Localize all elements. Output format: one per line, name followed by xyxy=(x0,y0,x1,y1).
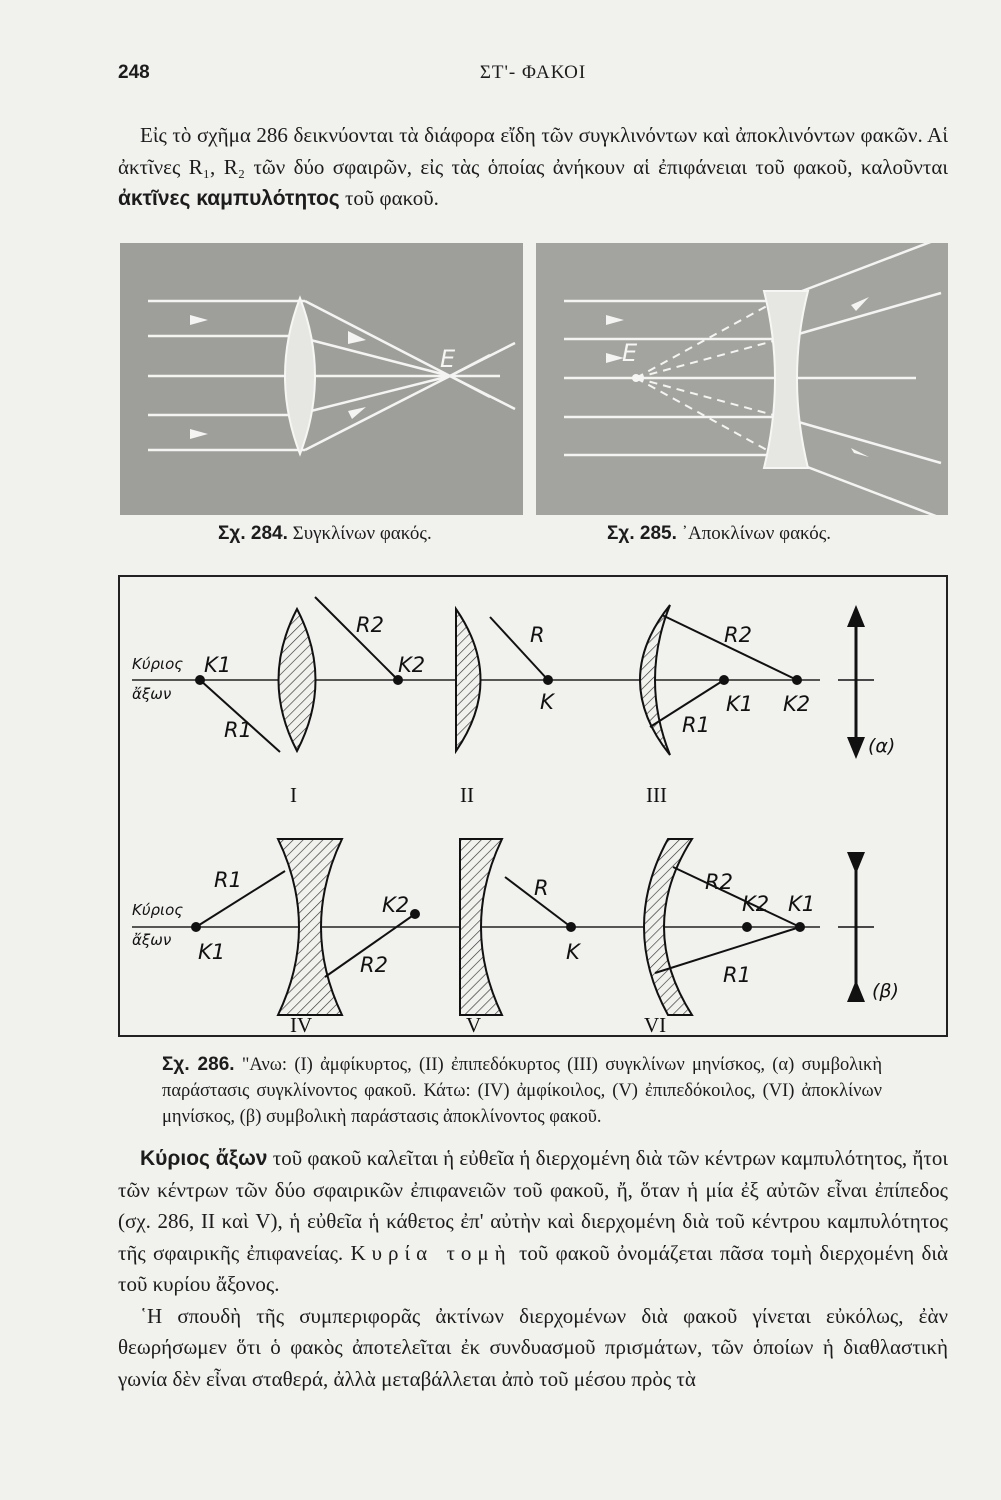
lens-iv-k1-label: K1 xyxy=(198,940,226,964)
chapter-title: ΣΤ'- ΦΑΚΟΙ xyxy=(479,62,587,83)
lens-ii-k-label: K xyxy=(540,690,554,714)
intro-term: ἀκτῖνες καμπυλότητος xyxy=(118,187,340,210)
lower-axis-label-1: Κύριος xyxy=(132,901,184,919)
lens-vi-r2-label: R2 xyxy=(705,870,733,894)
lens-vi-k1-label: K1 xyxy=(788,892,816,916)
alpha-label: (α) xyxy=(868,735,896,757)
page-number: 248 xyxy=(118,62,150,83)
lens-biconvex xyxy=(195,597,425,807)
diverging-lens-image xyxy=(536,243,948,515)
lens-v-k-label: K xyxy=(566,940,580,964)
lens-iii-roman-label: III xyxy=(646,783,667,807)
lens-vi-k2-label: K2 xyxy=(742,892,770,916)
figure-286-number: Σχ. 286. xyxy=(162,1054,235,1075)
figure-285-caption xyxy=(607,523,831,545)
figure-285-focus-label: E xyxy=(622,339,638,367)
beta-label: (β) xyxy=(872,980,899,1002)
figure-284-caption-text: Συγκλίνων φακός. xyxy=(292,523,432,544)
lens-i-roman-label: I xyxy=(290,783,297,807)
lens-iii-k1-label: K1 xyxy=(726,692,754,716)
lens-i-r2-label: R2 xyxy=(356,613,384,637)
lens-iii-r1-label: R1 xyxy=(682,713,710,737)
intro-paragraph xyxy=(118,120,948,215)
lens-planoconcave xyxy=(460,839,582,1035)
upper-axis-label-2: ἄξων xyxy=(132,685,172,703)
figure-286-caption-text: "Ανω: (I) ἀμφίκυρτος, (II) ἐπιπεδόκυρτος (III) συγκλίνων μηνίσκος, (α) συμβολικὴ παράστασις συγκλίνοντος φακοῦ. Κάτω: (IV) ἀμφίκοιλος, (V) ἐπιπεδόκοιλος, (VI) ἀποκλίνων μηνίσκος, (β) συμβολικὴ παράστασις ἀποκλίνοντος φακοῦ. xyxy=(162,1055,883,1127)
upper-axis-label-1: Κύριος xyxy=(132,655,184,673)
term-principal-section: Κυρία τομὴ xyxy=(350,1240,512,1265)
lens-ii-roman-label: II xyxy=(460,783,474,807)
figure-286-caption xyxy=(162,1052,882,1130)
lens-iv-r2-label: R2 xyxy=(360,953,388,977)
lens-iii-r2-label: R2 xyxy=(724,623,752,647)
lens-iv-k2-label: K2 xyxy=(382,893,410,917)
figure-285-caption-text: ᾿Αποκλίνων φακός. xyxy=(681,523,831,544)
converging-lens-image xyxy=(120,243,523,515)
body-paragraph-2: ῾Η σπουδὴ τῆς συμπεριφορᾶς ἀκτίνων διερχομένων διὰ φακοῦ γίνεται εὐκόλως, ἐὰν θεωρήσωμεν ὅτι ὁ φακὸς ἀποτελεῖται ἐκ συνδυασμοῦ πρισμάτων, τῶν ὁποίων ἡ διαθλαστικὴ γωνία δὲν εἶναι σταθερά, ἀλλὰ μεταβάλλεται ἀπὸ τοῦ μέσου πρὸς τὰ xyxy=(118,1303,948,1391)
body-text-2: τοῦ φακοῦ ὀνομάζεται πᾶσα τομὴ διερχομένη διὰ τοῦ κυρίου ἄξονος. xyxy=(118,1240,949,1296)
lens-i-k1-label: K1 xyxy=(204,653,232,677)
lens-i-r1-label: R1 xyxy=(224,718,252,742)
lens-types-diagram xyxy=(120,577,946,1035)
lens-v-r-label: R xyxy=(534,876,549,900)
lens-vi-r1-label: R1 xyxy=(723,963,751,987)
lens-planoconvex xyxy=(456,609,556,807)
lens-i-k2-label: K2 xyxy=(398,653,426,677)
figure-284-caption xyxy=(218,523,432,545)
symbol-diverging-lens xyxy=(838,852,899,1002)
lens-v-roman-label: V xyxy=(466,1013,482,1035)
symbol-converging-lens xyxy=(838,605,895,759)
figure-284-focus-label: E xyxy=(440,345,456,373)
body-text xyxy=(118,1143,948,1395)
lower-axis-label-2: ἄξων xyxy=(132,931,172,949)
figure-286-diagram xyxy=(118,575,948,1037)
intro-text: Εἰς τὸ σχῆμα 286 δεικνύονται τὰ διάφορα εἴδη τῶν συγκλινόντων καὶ ἀποκλινόντων φακῶν. Αἱ ἀκτῖνες R₁, R₂ τῶν δύο σφαιρῶν, εἰς τὰς ὁποίας ἀνήκουν αἱ ἐπιφάνειαι τοῦ φακοῦ, καλοῦνται xyxy=(118,123,948,179)
lens-iii-k2-label: K2 xyxy=(783,692,811,716)
lens-converging-meniscus xyxy=(640,605,810,807)
intro-text-end: τοῦ φακοῦ. xyxy=(339,186,439,210)
lens-iv-r1-label: R1 xyxy=(214,868,242,892)
lens-iv-roman-label: IV xyxy=(290,1013,313,1035)
figure-285-photo xyxy=(536,243,948,515)
page-header xyxy=(118,62,948,92)
lens-ii-r-label: R xyxy=(530,623,545,647)
figure-284-number: Σχ. 284. xyxy=(218,523,288,544)
body-paragraph-1 xyxy=(118,1143,948,1301)
lens-diverging-meniscus xyxy=(644,839,815,1035)
lens-biconcave xyxy=(191,839,420,1035)
lens-vi-roman-label: VI xyxy=(644,1013,667,1035)
figure-284-photo xyxy=(120,243,523,515)
term-principal-axis: Κύριος ἄξων xyxy=(140,1147,268,1170)
body-text-1: τοῦ φακοῦ καλεῖται ἡ εὐθεῖα ἡ διερχομένη διὰ τῶν κέντρων καμπυλότητος, ἤτοι τῶν κέντρων τῶν δύο σφαιρικῶν ἐπιφανειῶν τοῦ φακοῦ, ἤ, ὅταν ἡ μία ἐξ αὐτῶν εἶναι ἐπίπεδος (σχ. 286, II καὶ V), ἡ εὐθεῖα ἡ κάθετος ἐπ' αὐτὴν καὶ διερχομένη διὰ τοῦ κέντρου καμπυλότητος τῆς σφαιρικῆς ἐπιφανείας. xyxy=(118,1146,949,1265)
figure-285-number: Σχ. 285. xyxy=(607,523,677,544)
